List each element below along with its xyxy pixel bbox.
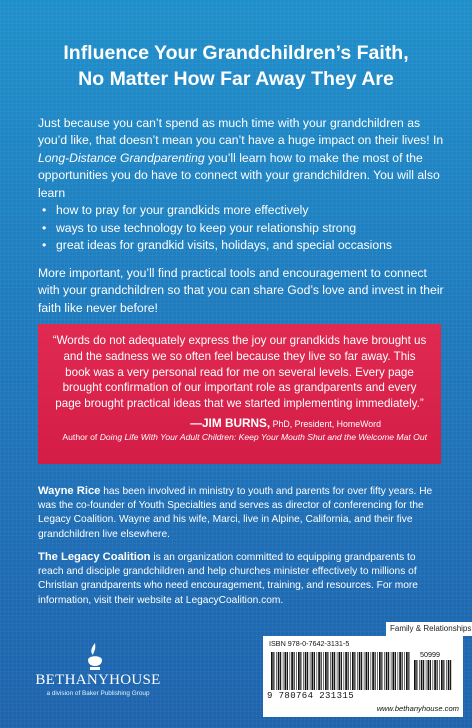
publisher-logo: [28, 642, 168, 702]
organization-bio: [38, 550, 443, 608]
endorser-book-title: Doing Life With Your Adult Children: Keep Your Mouth Shut and the Welcome Mat Out: [99, 431, 427, 442]
endorsement-box: [38, 324, 441, 464]
endorsement-attribution: [52, 416, 427, 431]
benefit-list: [38, 202, 448, 255]
list-item: • how to pray for your grandkids more effectively: [38, 202, 448, 220]
barcode-image: [271, 652, 411, 690]
organization-name: The Legacy Coalition: [38, 551, 151, 563]
organization-bio-text: is an organization committed to equipping grandparents to reach and disciple grandchildren and help churches minister effectively to millions of Christian grandparents who need encouragement, training, and resources. For more information, visit their website at LegacyCoalition.com.: [38, 552, 418, 606]
author-bio: [38, 484, 443, 542]
book-title: Long-Distance Grandparenting: [38, 150, 205, 165]
author-name: Wayne Rice: [38, 485, 101, 497]
publisher-subtitle: a division of Baker Publishing Group: [46, 690, 150, 697]
headline-line-2: No Matter How Far Away They Are: [78, 68, 394, 90]
category-label: Family & Relationships: [386, 622, 472, 636]
intro-text-start: Just because you can’t spend as much time with your grandchildren as you’d like, that doesn’t mean you can’t have a huge impact on their lives! In: [38, 116, 444, 148]
barcode-addon-image: [414, 660, 452, 690]
list-item: • ways to use technology to keep your relationship strong: [38, 220, 448, 238]
endorser-name: —JIM BURNS,: [190, 415, 271, 430]
publisher-website: www.bethanyhouse.com: [376, 704, 459, 713]
intro-text-end: you’ll learn how to make the most of the opportunities you do have to connect with your grandchildren. You will also learn: [38, 150, 440, 200]
intro-paragraph: [38, 115, 448, 202]
headline-line-1: Influence Your Grandchildren’s Faith,: [63, 42, 409, 64]
endorser-author-line: [52, 431, 427, 443]
isbn-text: ISBN 978-0-7642-3131-5: [269, 639, 350, 648]
price-code: 50999: [420, 650, 440, 659]
barcode-panel: [263, 636, 463, 717]
outro-paragraph: More important, you’ll find practical tools and encouragement to connect with your grandchildren so that you can share God’s love and invest in their faith like never before!: [38, 266, 444, 315]
lamp-icon: [82, 642, 108, 672]
endorsement-quote: “Words do not adequately express the joy our grandkids have brought us and the sadness we so often feel because they live so far away. This book was a very personal read for me on several levels. Every page brought confirmation of our important role as grandparents and every page brought practical ideas that we started implementing immediately.”: [52, 334, 427, 411]
author-bio-text: has been involved in ministry to youth and parents for over fifty years. He was the co-founder of Youth Specialties and serves as director of conferencing for the Legacy Coalition. Wayne and his wife, Marci, live in Alpine, California, and their five grandchildren live elsewhere.: [38, 486, 433, 540]
list-item: • great ideas for grandkid visits, holidays, and special occasions: [38, 237, 448, 255]
barcode-digits: 9 780764 231315: [267, 691, 355, 701]
headline: [22, 40, 450, 92]
endorser-author-prefix: Author of: [62, 431, 100, 442]
endorser-credential: PhD, President, HomeWord: [270, 418, 381, 429]
publisher-name: BETHANYHOUSE: [35, 672, 161, 688]
